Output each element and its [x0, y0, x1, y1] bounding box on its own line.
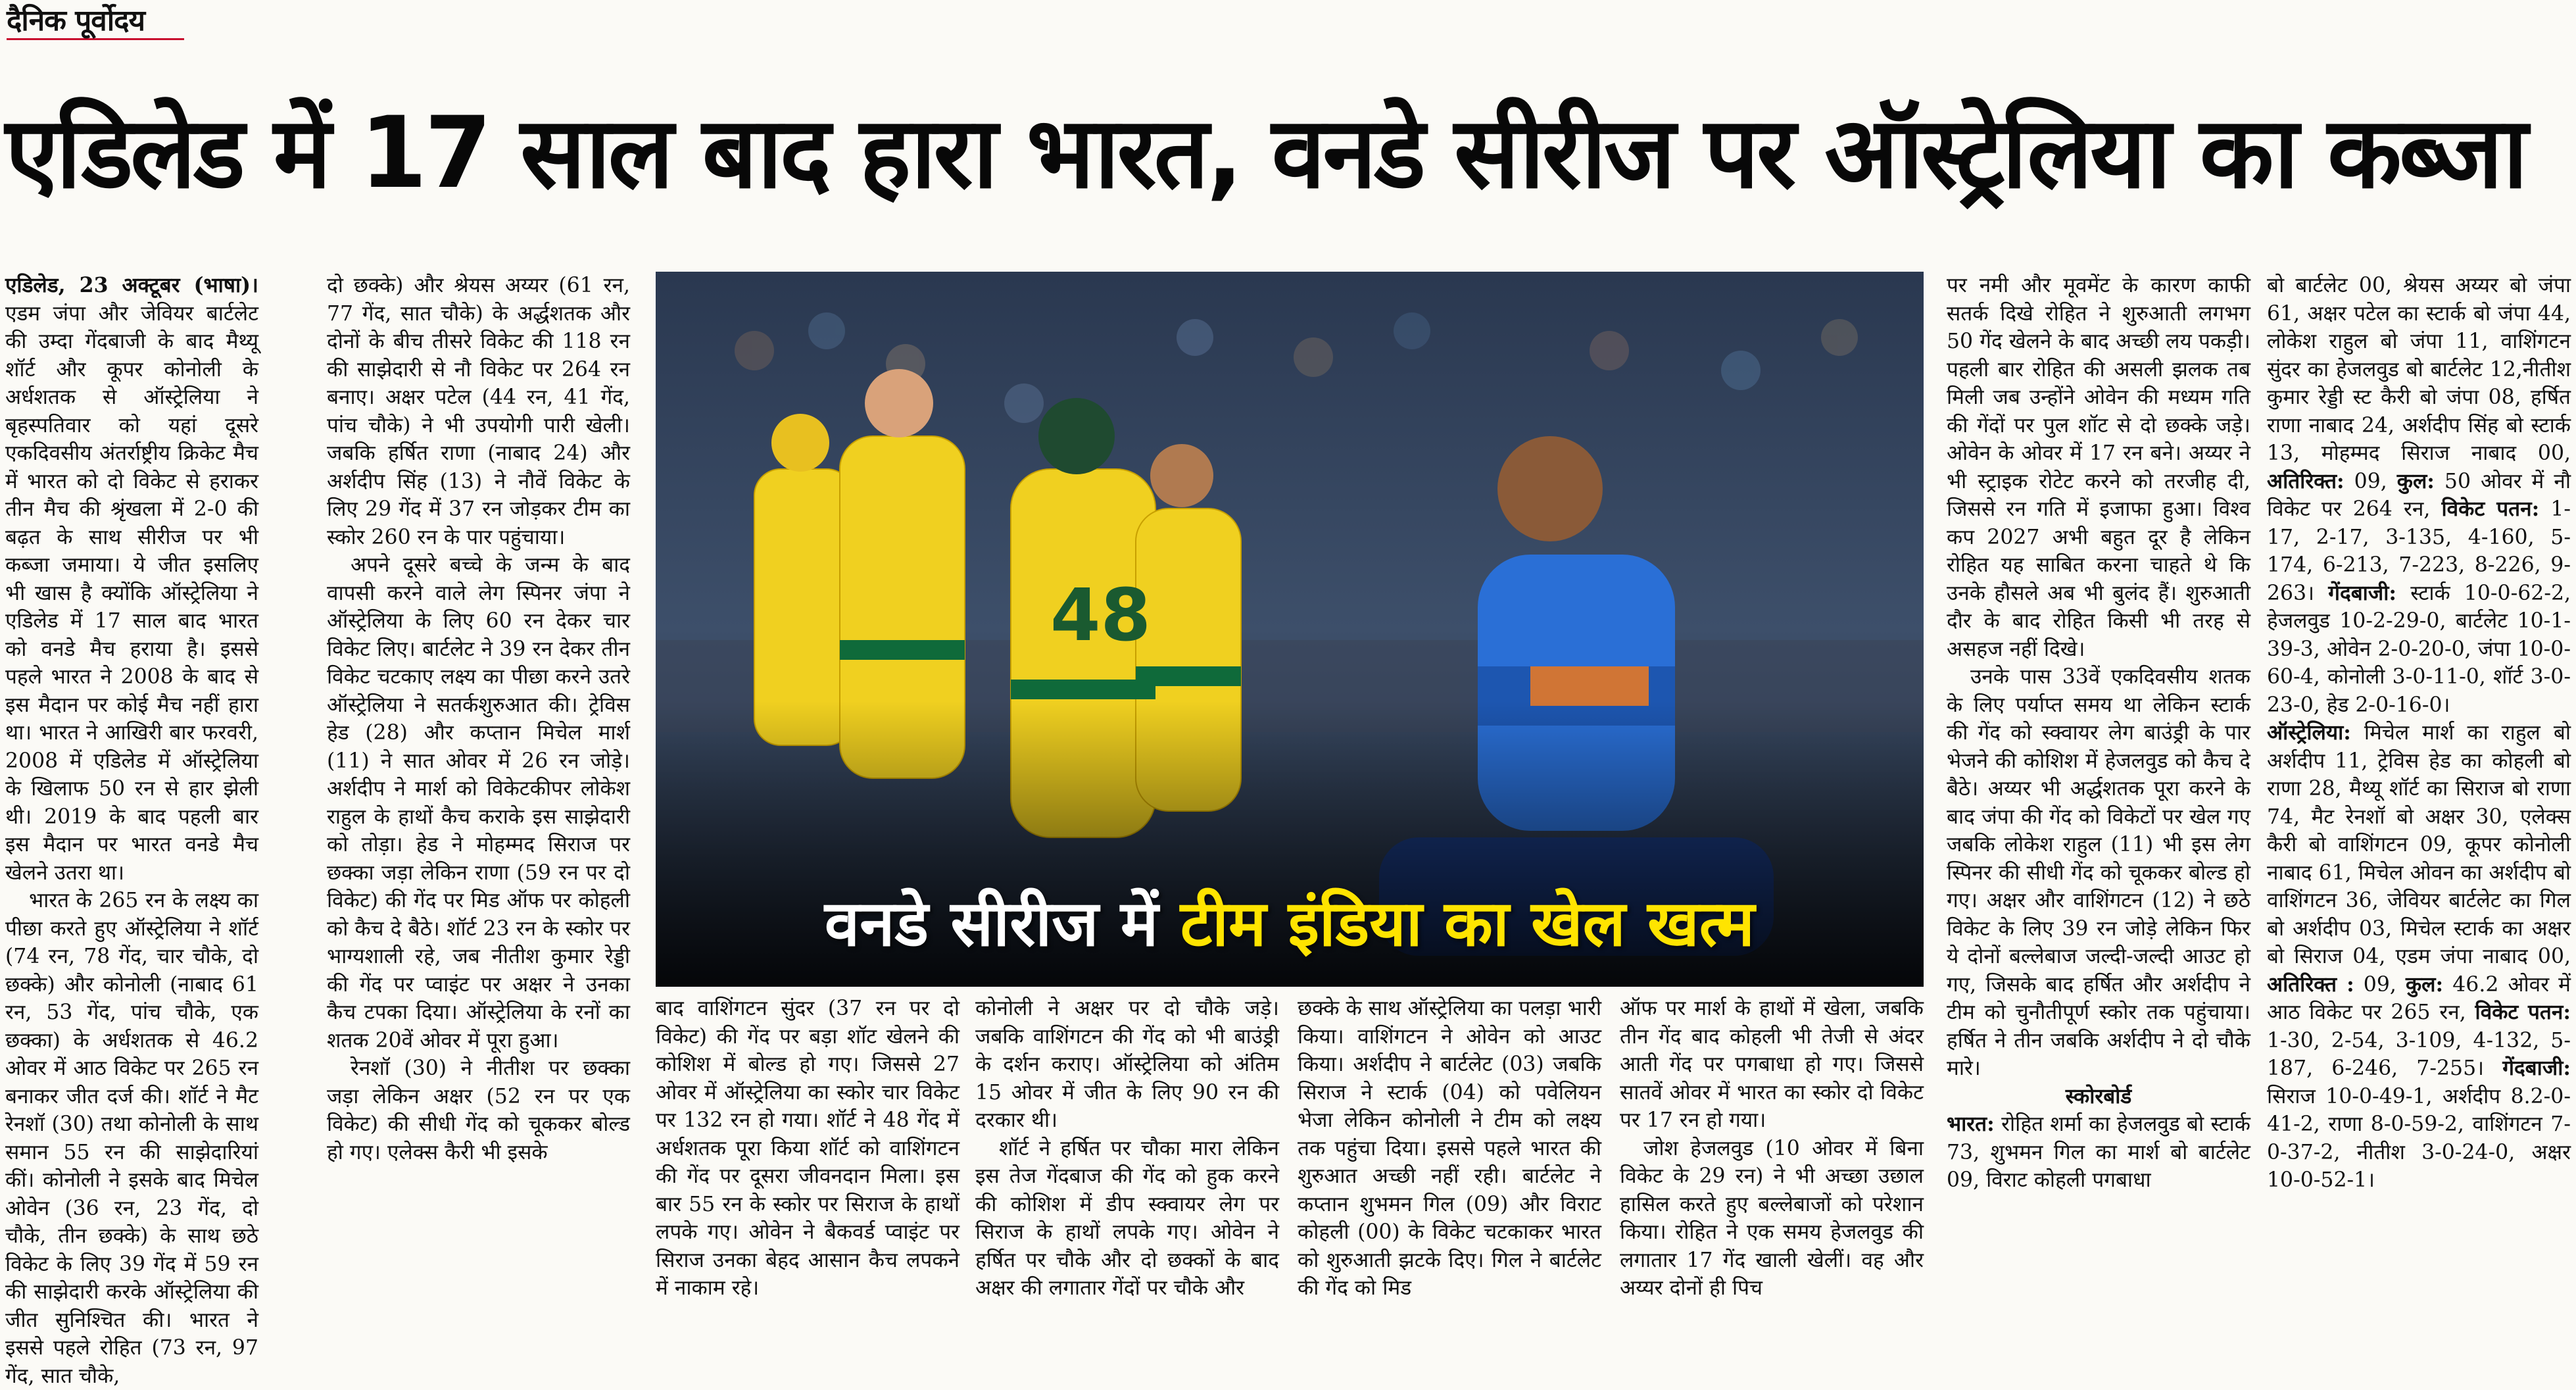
total2-value: 46.2 ओवर में आठ विकेट पर 265 रन,: [2267, 972, 2571, 1024]
masthead-rule: [7, 38, 184, 40]
bowling-value: स्टार्क 10-0-62-2, हेजलवुड 10-2-29-0, बार्टलेट 10-1-39-3, ओवेन 2-0-20-0, जंपा 10-0-60-4, कोनोली 3-0-11-0, शॉर्ट 3-0-23-0, हेड 2-0-16-0।: [2267, 581, 2571, 717]
col4-para-2: शॉर्ट ने हर्षित पर चौका मारा लेकिन इस तेज गेंदबाज की गेंद को हुक करने की कोशिश में डीप स्क्वायर लेग पर सिराज के हाथों लपके गए। ओवेन ने हर्षित पर चौके और दो छक्कों के बाद अक्षर की लगातार गेंदों पर चौके और: [975, 1136, 1279, 1300]
caption-plain: वनडे सीरीज में: [824, 887, 1180, 960]
col1-para-1: एडम जंपा और जेवियर बार्टलेट की उम्दा गेंदबाजी के बाद मैथ्यू शॉर्ट और कूपर कोनोली के अर्धशतक से ऑस्ट्रेलिया ने बृहस्पतिवार को यहां दूसरे एकदिवसीय अंतर्राष्ट्रीय क्रिकेट मैच में भारत को दो विकेट से हराकर तीन मैच की श्रृंखला में 2-0 की बढ़त के साथ सीरीज पर भी कब्जा जमाया। ये जीत इसलिए भी खास है क्योंकि ऑस्ट्रेलिया ने एडिलेड में 17 साल बाद भारत को वनडे मैच हराया है। इससे पहले भारत ने 2008 के बाद से इस मैदान पर कोई मैच नहीं हारा था। भारत ने आखिरी बार फरवरी, 2008 में एडिलेड में ऑस्ट्रेलिया के खिलाफ 50 रन से हार झेली थी। 2019 के बाद पहली बार इस मैदान पर भारत वनडे मैच खेलने उतरा था।: [5, 301, 258, 885]
page-headline: एडिलेड में 17 साल बाद हारा भारत, वनडे सीरीज पर ऑस्ट्रेलिया का कब्जा: [5, 96, 2526, 211]
fow-label: विकेट पतन:: [2441, 497, 2540, 521]
news-photo: [656, 272, 1924, 987]
caption-highlight: टीम इंडिया का खेल खत्म: [1180, 887, 1755, 960]
extras2-label: अतिरिक्त :: [2267, 972, 2354, 997]
col2-para-2: अपने दूसरे बच्चे के जन्म के बाद वापसी करने वाले लेग स्पिनर जंपा ने ऑस्ट्रेलिया के लिए 60 रन देकर चार विकेट लिए। बार्टलेट ने 39 रन देकर तीन विकेट चटकाए लक्ष्य का पीछा करने उतरे ऑस्ट्रेलिया ने सतर्कशुरुआत की। ट्रेविस हेड (28) और कप्तान मिचेल मार्श (11) ने सात ओवर में 26 रन जोड़े।अर्शदीप ने मार्श को विकेटकीपर लोकेश राहुल के हाथों कैच कराके इस साझेदारी को तोड़ा। हेड ने मोहम्मद सिराज पर छक्का जड़ा लेकिन राणा (59 रन पर दो विकेट) की गेंद पर मिड ऑफ पर कोहली को कैच दे बैठे। शॉर्ट 23 रन के स्कोर पर भाग्यशाली रहे, जब नीतीश कुमार रेड्डी की गेंद पर प्वाइंट पर अक्षर ने उनका कैच टपका दिया। ऑस्ट्रेलिया के रनों का शतक 20वें ओवर में पूरा हुआ।: [327, 553, 630, 1053]
article-column-7: [1947, 272, 2250, 1322]
scoreboard-heading: स्कोरबोर्ड: [2065, 1083, 2132, 1108]
fow-value: 1-17, 2-17, 3-135, 4-160, 5-174, 6-213, 7-223, 8-226, 9-263।: [2267, 497, 2571, 605]
masthead-logo: [7, 5, 191, 49]
bowling-label: गेंदबाजी:: [2328, 580, 2397, 605]
col6-para-1: ऑफ पर मार्श के हाथों में खेला, जबकि तीन गेंद बाद कोहली भी तेजी से अंदर आती गेंद पर पगबाधा हो गए। जिससे सातवें ओवर में भारत का स्कोर दो विकेट पर 17 रन हो गया।: [1620, 997, 1924, 1132]
article-column-3: [656, 995, 960, 1322]
extras-label: अतिरिक्त:: [2267, 468, 2345, 493]
article-column-2: [327, 272, 630, 1322]
article-column-5: [1298, 995, 1601, 1322]
article-column-4: [975, 995, 1279, 1322]
extras2-value: 09,: [2363, 972, 2396, 997]
india-label: भारत:: [1947, 1112, 1995, 1136]
extras-value: 09,: [2354, 469, 2387, 493]
col4-para-1: कोनोली ने अक्षर पर दो चौके जड़े। जबकि वाशिंगटन की गेंद को भी बाउंड्री के दर्शन कराए। ऑस्ट्रेलिया को अंतिम 15 ओवर में जीत के लिए 90 रन की दरकार थी।: [975, 997, 1279, 1132]
india-batting: बो बार्टलेट 00, श्रेयस अय्यर बो जंपा 61, अक्षर पटेल का स्टार्क बो जंपा 44, लोकेश राहुल बो जंपा 11, वाशिंगटन सुंदर का हेजलवुड बो बार्टलेट 12,नीतीश कुमार रेड्डी स्ट कैरी बो जंपा 08, हर्षित राणा नाबाद 24, अर्शदीप सिंह बो स्टार्क 13, मोहम्मद सिराज नाबाद 00,: [2267, 274, 2571, 465]
total-label: कुल:: [2396, 468, 2435, 493]
total2-label: कुल:: [2405, 972, 2444, 997]
col5-para: छक्के के साथ ऑस्ट्रेलिया का पलड़ा भारी किया। वाशिंगटन ने ओवेन को आउट किया। अर्शदीप ने बार्टलेट (03) जबकि सिराज ने स्टार्क (04) को पवेलियन भेजा लेकिन कोनोली ने टीम को लक्ष्य तक पहुंचा दिया। इससे पहले भारत की शुरुआत अच्छी नहीं रही। बार्टलेट ने कप्तान शुभमन गिल (09) और विराट कोहली (00) के विकेट चटकाकर भारत को शुरुआती झटके दिए। गिल ने बार्टलेट की गेंद को मिड: [1298, 997, 1601, 1300]
total-value: 50 ओवर में नौ विकेट पर 264 रन,: [2267, 469, 2571, 521]
dateline: एडिलेड, 23 अक्टूबर (भाषा)।: [5, 273, 258, 297]
photo-caption: [656, 878, 1924, 964]
bowling2-label: गेंदबाजी:: [2502, 1056, 2571, 1080]
col6-para-2: जोश हेजलवुड (10 ओवर में बिना विकेट के 29 रन) ने भी अच्छा उछाल हासिल करते हुए बल्लेबाजों को परेशान किया। रोहित ने एक समय हेजलवुड की लगातार 17 गेंद खाली खेलीं। वह और अय्यर दोनों ही पिच: [1620, 1136, 1924, 1300]
india-scorecard: रोहित शर्मा का हेजलवुड बो स्टार्क 73, शुभमन गिल का मार्श बो बार्टलेट 09, विराट कोहली पगबाधा: [1947, 1112, 2250, 1192]
fow2-label: विकेट पतन:: [2475, 1000, 2571, 1024]
article-column-8: [2267, 272, 2571, 1322]
col3-para: बाद वाशिंगटन सुंदर (37 रन पर दो विकेट) की गेंद पर बड़ा शॉट खेलने की कोशिश में बोल्ड हो गए। जिससे 27 ओवर में ऑस्ट्रेलिया का स्कोर चार विकेट पर 132 रन हो गया। शॉर्ट ने 48 गेंद में अर्धशतक पूरा किया शॉर्ट को वाशिंगटन की गेंद पर दूसरा जीवनदान मिला। इस बार 55 रन के स्कोर पर सिराज के हाथों लपके गए। ओवेन ने बैकवर्ड प्वाइंट पर सिराज उनका बेहद आसान कैच लपकने में नाकाम रहे।: [656, 997, 960, 1300]
bowling2-value: सिराज 10-0-49-1, अर्शदीप 8.2-0-41-2, राणा 8-0-59-2, वाशिंगटन 7-0-37-2, नीतीश 3-0-24-0, अक्षर 10-0-52-1।: [2267, 1084, 2571, 1192]
article-column-6: [1620, 995, 1924, 1322]
col7-para-1: पर नमी और मूवमेंट के कारण काफी सतर्क दिखे रोहित ने शुरुआती लगभग 50 गेंद खेलने के बाद अच्छी लय पकड़ी। पहली बार रोहित की असली झलक तब मिली जब उन्होंने ओवेन की मध्यम गति की गेंदों पर पुल शॉट से दो छक्के जड़े। ओवेन के ओवर में 17 रन बने। अय्यर ने भी स्ट्राइक रोटेट करने को तरजीह दी, जिससे रन गति में इजाफा हुआ। विश्व कप 2027 अभी बहुत दूर है लेकिन रोहित यह साबित करना चाहते थे कि उनके हौसले अब भी बुलंद हैं। शुरुआती दौर के बाद रोहित किसी भी तरह से असहज नहीं दिखे।: [1947, 274, 2250, 661]
article-column-1: [5, 272, 258, 1388]
masthead-name: दैनिक पूर्वोदय: [7, 4, 145, 37]
col2-para-3: रेनशॉ (30) ने नीतीश पर छक्का जड़ा लेकिन अक्षर (52 रन पर एक विकेट) की सीधी गेंद को चूककर बोल्ड हो गए। एलेक्स कैरी भी इसके: [327, 1056, 630, 1164]
col7-para-2: उनके पास 33वें एकदिवसीय शतक के लिए पर्याप्त समय था लेकिन स्टार्क की गेंद को स्क्वायर लेग बाउंड्री के पार भेजने की कोशिश में हेजलवुड को कैच दे बैठे। अय्यर भी अर्द्धशतक पूरा करने के बाद जंपा की गेंद को विकेटों पर खेल गए जबकि लोकेश राहुल (11) भी इस लेग स्पिनर की सीधी गेंद को चूककर बोल्ड हो गए। अक्षर और वाशिंगटन (12) ने छठे विकेट के लिए 39 रन जोड़े लेकिन फिर ये दोनों बल्लेबाज जल्दी-जल्दी आउट हो गए, जिसके बाद हर्षित और अर्शदीप ने टीम को चुनौतीपूर्ण स्कोर तक पहुंचाया। हर्षित ने तीन जबकि अर्शदीप ने दो चौके मारे।: [1947, 665, 2250, 1080]
australia-batting: मिचेल मार्श का राहुल बो अर्शदीप 11, ट्रेविस हेड का कोहली बो राणा 28, मैथ्यू शॉर्ट का सिराज बो राणा 74, मैट रेनशॉ बो अक्षर 30, एलेक्स कैरी बो वाशिंगटन 09, कूपर कोनोली नाबाद 61, मिचेल ओवन का अर्शदीप बो वाशिंगटन 36, जेवियर बार्टलेट का गिल बो अर्शदीप 03, मिचेल स्टार्क का अक्षर बो सिराज 04, एडम जंपा नाबाद 00,: [2267, 721, 2571, 968]
col2-para-1: दो छक्के) और श्रेयस अय्यर (61 रन, 77 गेंद, सात चौके) के अर्द्धशतक और दोनों के बीच तीसरे विकेट की 118 रन की साझेदारी से नौ विकेट पर 264 रन बनाए। अक्षर पटेल (44 रन, 41 गेंद, पांच चौके) ने भी उपयोगी पारी खेली। जबकि हर्षित राणा (नाबाद 24) और अर्शदीप सिंह (13) ने नौवें विकेट के लिए 29 गेंद में 37 रन जोड़कर टीम का स्कोर 260 रन के पार पहुंचाया।: [327, 274, 630, 549]
col1-para-2: भारत के 265 रन के लक्ष्य का पीछा करते हुए ऑस्ट्रेलिया ने शॉर्ट (74 रन, 78 गेंद, चार चौके, दो छक्के) और कोनोली (नाबाद 61 रन, 53 गेंद, पांच चौके, एक छक्का) के अर्धशतक से 46.2 ओवर में आठ विकेट पर 265 रन बनाकर जीत दर्ज की। शॉर्ट ने मैट रेनशॉ (30) तथा कोनोली के साथ समान 55 रन की साझेदारियां कीं। कोनोली ने इसके बाद मिचेल ओवेन (36 रन, 23 गेंद, दो चौके, तीन छक्के) के साथ छठे विकेट के लिए 39 गेंद में 59 रन की साझेदारी करके ऑस्ट्रेलिया की जीत सुनिश्चित की। भारत ने इससे पहले रोहित (73 रन, 97 गेंद, सात चौके,: [5, 889, 258, 1388]
australia-label: ऑस्ट्रेलिया:: [2267, 720, 2351, 745]
fow2-value: 1-30, 2-54, 3-109, 4-132, 5-187, 6-246, 7-255।: [2267, 1028, 2571, 1080]
